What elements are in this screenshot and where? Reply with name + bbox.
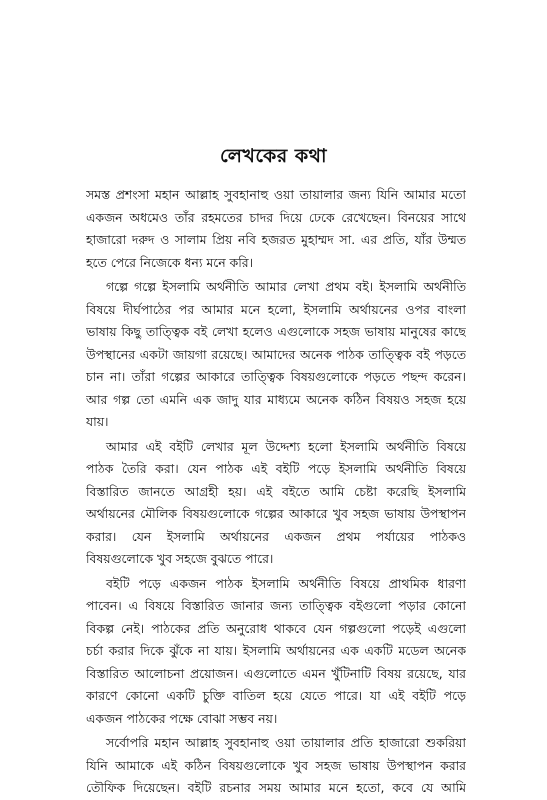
text-line: করার। যেন ইসলামি অর্থায়নের একজন প্রথম পর্যায়ের পাঠকও [86,528,466,544]
text-line: তৌফিক দিয়েছেন। বইটি রচনার সময় আমার মনে হতো, কবে যে আমি [86,780,466,795]
text-line: হাজারো দরুদ ও সালাম প্রিয় নবি হজরত মুহাম্মদ সা. এর প্রতি, যাঁর উম্মত [86,232,466,247]
text-line: সর্বোপরি মহান আল্লাহ সুবহানাহু ওয়া তায়ালার প্রতি হাজারো শুকরিয়া [106,735,466,750]
text-line: ভাষায় কিছু তাত্ত্বিক বই লেখা হলেও এগুলোকে সহজ ভাষায় মানুষের কাছে [86,324,466,339]
text-line: গল্পে গল্পে ইসলামি অর্থনীতি আমার লেখা প্রথম বই। ইসলামি অর্থনীতি [106,279,466,294]
text-line: একজন অধমেও তাঁর রহমতের চাদর দিয়ে ঢেকে রেখেছেন। বিনয়ের সাথে [86,209,466,225]
page-title: লেখকের কথা [220,145,327,167]
text-line: বিষয়ে দীর্ঘপাঠের পর আমার মনে হলো, ইসলামি অর্থায়নের ওপর বাংলা [86,301,466,317]
text-line: যিনি আমাকে এই কঠিন বিষয়গুলোকে খুব সহজ ভাষায় উপস্থাপন করার [86,757,466,773]
text-line: আর গল্প তো এমনি এক জাদু যার মাধ্যমে অনেক কঠিন বিষয়ও সহজ হয়ে [86,391,466,407]
text-line: উপস্থানের একটা জায়গা রয়েছে। আমাদের অনেক পাঠক তাত্ত্বিক বই পড়তে [86,346,466,362]
text-line: বিকল্প নেই। পাঠকের প্রতি অনুরোধ থাকবে যেন গল্পগুলো পড়েই এগুলো [86,620,466,636]
paragraph-2 [86,276,466,434]
body-text [86,184,466,800]
paragraph-4 [86,573,466,731]
text-line: বিষয়গুলোকে খুব সহজে বুঝতে পারে। [86,551,274,566]
text-line: সমস্ত প্রশংসা মহান আল্লাহ সুবহানাহু ওয়া তায়ালার জন্য যিনি আমার মতো [86,187,466,202]
text-line: একজন পাঠকের পক্ষে বোঝা সম্ভব নয়। [86,710,278,726]
text-line: বিস্তারিত আলোচনা প্রয়োজন। এগুলোতে এমন খুঁটিনাটি বিষয় রয়েছে, যার [86,665,466,681]
paragraph-5 [86,732,466,800]
text-line: আমার এই বইটি লেখার মূল উদ্দেশ্য হলো ইসলামি অর্থনীতি বিষয়ে [106,438,466,454]
text-line: বইটি পড়ে একজন পাঠক ইসলামি অর্থনীতি বিষয়ে প্রাথমিক ধারণা [106,575,466,591]
text-line: পাঠক তৈরি করা। যেন পাঠক এই বইটি পড়ে ইসলামি অর্থনীতি বিষয়ে [86,461,466,476]
text-line: যায়। [86,414,109,429]
text-line: বিস্তারিত জানতে আগ্রহী হয়। এই বইতে আমি চেষ্টা করেছি ইসলামি [86,483,466,499]
text-line: পাবেন। এ বিষয়ে বিস্তারিত জানার জন্য তাত্ত্বিক বইগুলো পড়ার কোনো [86,598,466,613]
text-line: হতে পেরে নিজেকে ধন্য মনে করি। [86,254,254,270]
text-line: চর্চা করার দিকে ঝুঁকে না যায়। ইসলামি অর্থায়নের এক একটি মডেল অনেক [86,643,466,658]
paragraph-1 [86,184,466,274]
text-line: চান না। তাঁরা গল্পের আকারে তাত্ত্বিক বিষয়গুলোকে পড়তে পছন্দ করেন। [86,369,466,384]
text-line: কারণে কোনো একটি চুক্তি বাতিল হয়ে যেতে পারে। যা এই বইটি পড়ে [86,688,466,703]
paragraph-3 [86,436,466,571]
text-line: অর্থায়নের মৌলিক বিষয়গুলোকে গল্পের আকারে খুব সহজ ভাষায় উপস্থাপন [86,506,466,521]
